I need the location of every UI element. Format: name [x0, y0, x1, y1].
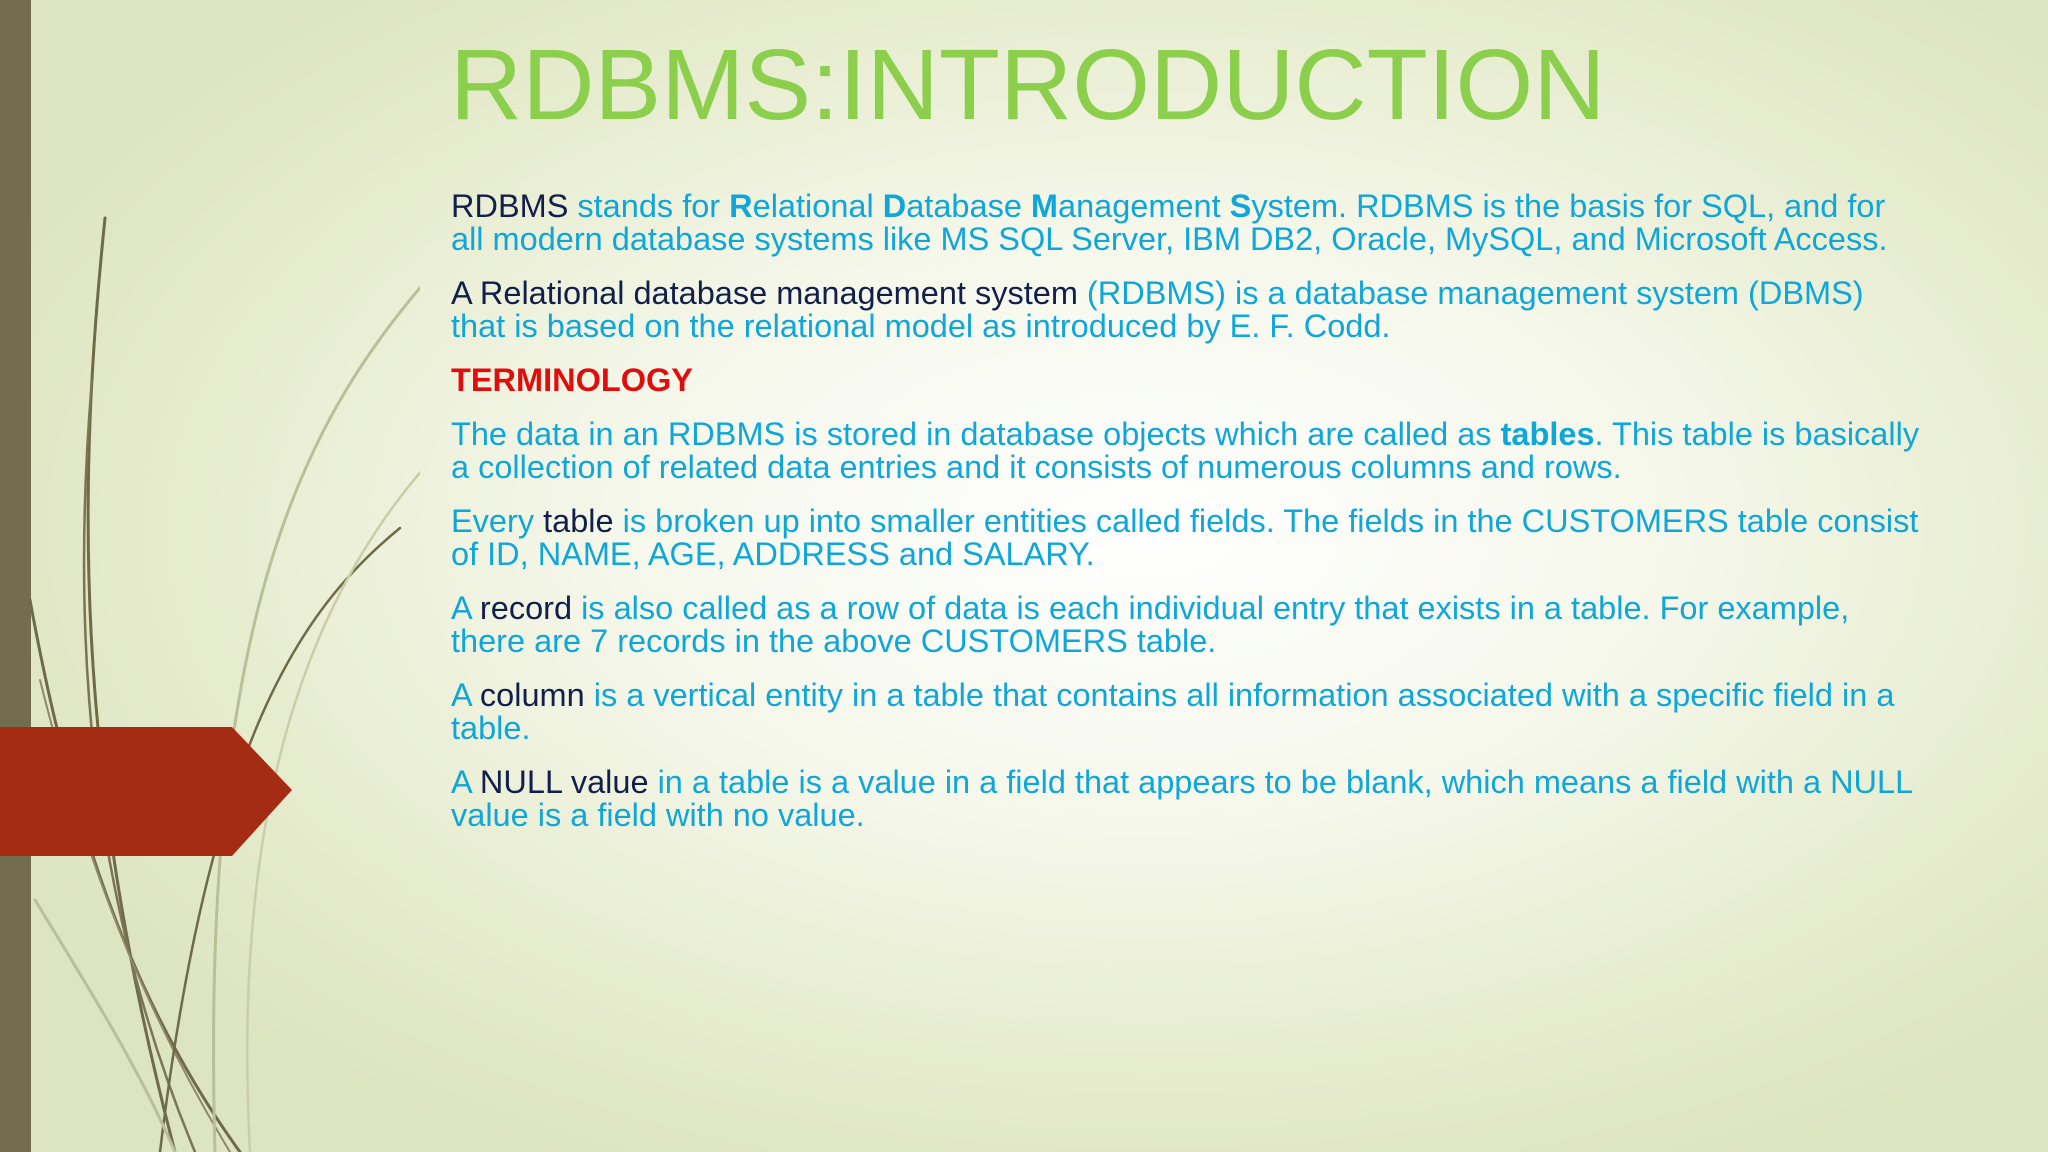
term-column: column [479, 677, 585, 713]
paragraph-column [451, 679, 1921, 745]
text-segment: in a table is a value in a field that appears to be blank, which means a field with a NULL value is a field with no value. [451, 764, 1912, 833]
paragraph-null-value [451, 766, 1921, 832]
slide-title: RDBMS:INTRODUCTION [450, 29, 1606, 141]
acronym-letter-s: S [1229, 188, 1252, 224]
text-segment: A [451, 677, 480, 713]
text-segment: atabase [906, 188, 1031, 224]
term-table: table [543, 503, 614, 539]
text-segment: is a vertical entity in a table that contains all information associated with a specific field in a table. [451, 677, 1895, 746]
decorative-stems-graphic [0, 0, 420, 1152]
slide-body [451, 190, 1921, 853]
paragraph-rdbms-definition [451, 190, 1921, 256]
text-segment: elational [752, 188, 883, 224]
paragraph-tables [451, 418, 1921, 484]
term-null-value: NULL value [479, 764, 649, 800]
text-segment: stands for [568, 188, 730, 224]
text-segment: . This table is basically a collection of related data entries and it consists of numerous columns and rows. [451, 416, 1920, 485]
text-segment: is broken up into smaller entities called fields. The fields in the CUSTOMERS table consist of ID, NAME, AGE, ADDRESS and SALARY. [451, 503, 1919, 572]
term-rdbms: RDBMS [451, 188, 569, 224]
acronym-letter-r: R [729, 188, 753, 224]
text-segment: A [451, 590, 480, 626]
paragraph-relational-dbms [451, 277, 1921, 343]
paragraph-fields [451, 505, 1921, 571]
text-segment: ystem. RDBMS is the basis for SQL, and for all modern database systems like MS SQL Server, IBM DB2, Oracle, MySQL, and Microsoft Access. [451, 188, 1888, 257]
paragraph-record [451, 592, 1921, 658]
arrow-tab-shape [0, 727, 292, 856]
text-segment: anagement [1058, 188, 1230, 224]
text-segment: (RDBMS) is a database management system (DBMS) that is based on the relational model as introduced by E. F. Codd. [451, 275, 1864, 344]
terminology-heading: TERMINOLOGY [451, 362, 693, 398]
acronym-letter-m: M [1030, 188, 1058, 224]
term-record: record [479, 590, 573, 626]
term-tables: tables [1500, 416, 1595, 452]
term-relational-dbms: A Relational database management system [451, 275, 1078, 311]
text-segment: A [451, 764, 480, 800]
acronym-letter-d: D [882, 188, 907, 224]
text-segment: Every [451, 503, 544, 539]
text-segment: The data in an RDBMS is stored in database objects which are called as [451, 416, 1501, 452]
text-segment: is also called as a row of data is each individual entry that exists in a table. For example, there are 7 records in the above CUSTOMERS table. [451, 590, 1850, 659]
